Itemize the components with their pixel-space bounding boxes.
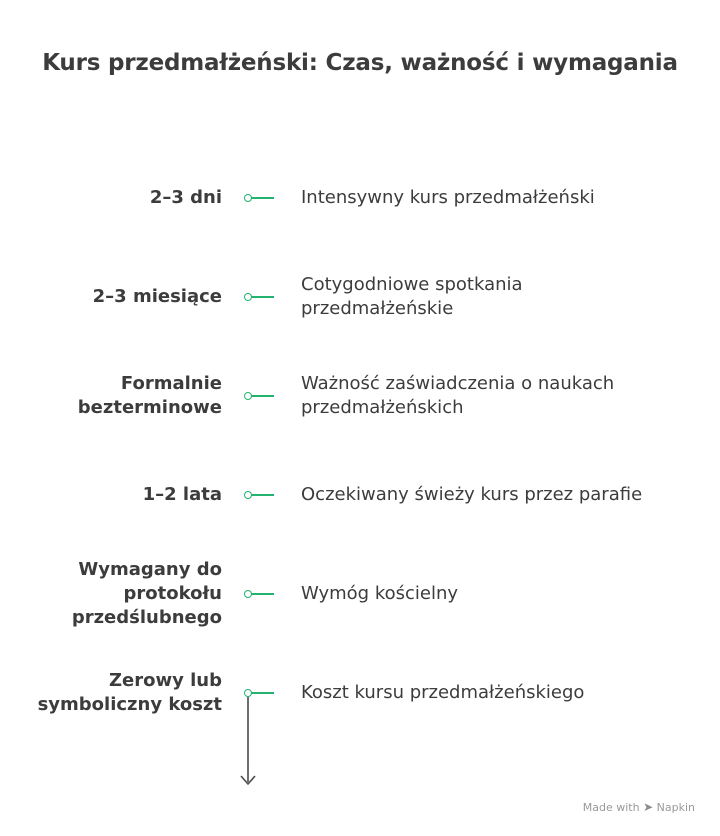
timeline-connector [251, 593, 274, 595]
timeline-connector [251, 197, 274, 199]
footer-prefix: Made with [582, 801, 640, 814]
timeline-connector [251, 692, 274, 694]
timeline-description: Wymóg kościelny [301, 583, 459, 604]
timeline-label: 2–3 miesiące [92, 286, 222, 307]
timeline-connector [251, 296, 274, 298]
timeline-description: Cotygodniowe spotkania przedmałżeńskie [301, 274, 523, 319]
page-title: Kurs przedmałżeński: Czas, ważność i wymagania [42, 50, 678, 76]
timeline-description: Ważność zaświadczenia o naukach przedmałżeńskich [301, 373, 615, 418]
timeline-label: 2–3 dni [149, 187, 222, 208]
timeline-connector [251, 494, 274, 496]
timeline-description: Koszt kursu przedmałżeńskiego [301, 682, 585, 703]
footer-brand: Napkin [656, 801, 695, 814]
timeline-description: Intensywny kurs przedmałżeński [301, 187, 595, 208]
timeline-label: Formalnie bezterminowe [77, 373, 222, 418]
timeline-connector [251, 395, 274, 397]
timeline-label: Wymagany do protokołu przedślubnego [71, 559, 222, 628]
timeline-label: Zerowy lub symboliczny koszt [37, 670, 222, 715]
timeline-label: 1–2 lata [142, 484, 222, 505]
footer-attribution [583, 800, 695, 814]
napkin-logo-icon: ➤ [643, 800, 654, 814]
timeline-description: Oczekiwany świeży kurs przez parafie [301, 484, 643, 505]
